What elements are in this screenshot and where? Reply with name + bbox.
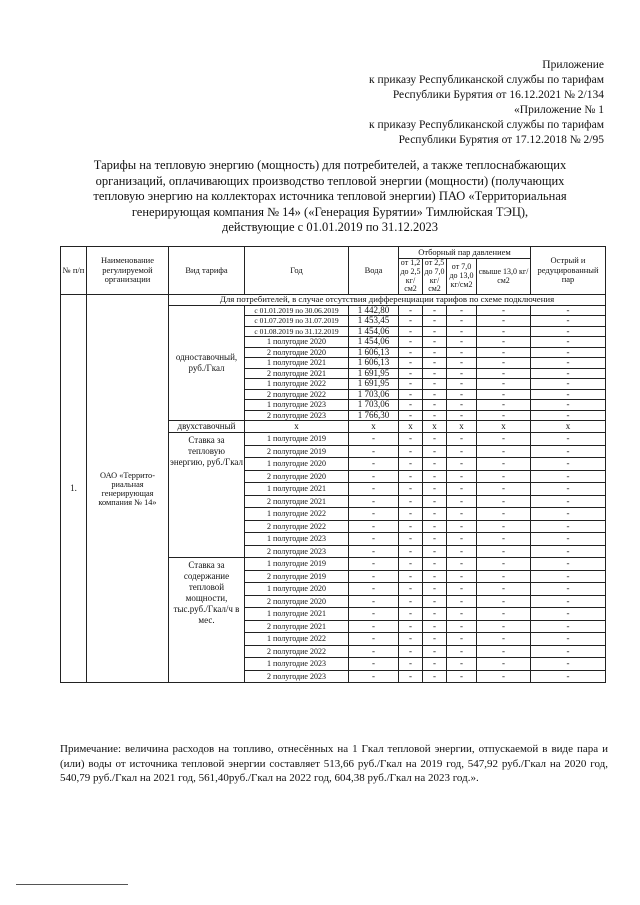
- steam-value: -: [399, 608, 423, 621]
- period-label: 2 полугодие 2021: [245, 368, 349, 379]
- water-value: 1 606,13: [349, 347, 399, 358]
- steam-value: -: [531, 445, 606, 458]
- steam-value: -: [399, 495, 423, 508]
- steam-value: -: [531, 533, 606, 546]
- period-label: 1 полугодие 2020: [245, 337, 349, 348]
- water-value: 1 703,06: [349, 389, 399, 400]
- steam-value: -: [423, 570, 447, 583]
- steam-value: -: [477, 508, 531, 521]
- steam-value: -: [477, 445, 531, 458]
- steam-value: -: [423, 620, 447, 633]
- header-number: № п/п: [61, 247, 87, 295]
- water-value: -: [349, 570, 399, 583]
- steam-value: -: [423, 445, 447, 458]
- header-steam-4: свыше 13,0 кг/см2: [477, 259, 531, 295]
- steam-value: -: [531, 633, 606, 646]
- steam-value: -: [531, 433, 606, 446]
- period-label: 1 полугодие 2019: [245, 433, 349, 446]
- steam-value: -: [399, 658, 423, 671]
- water-value: -: [349, 658, 399, 671]
- steam-value: -: [423, 533, 447, 546]
- steam-value: -: [423, 558, 447, 571]
- period-label: 1 полугодие 2020: [245, 458, 349, 471]
- header-steam-3: от 7,0 до 13,0 кг/см2: [447, 259, 477, 295]
- steam-value: -: [399, 595, 423, 608]
- tariff-table: [60, 246, 606, 683]
- header-year: Год: [245, 247, 349, 295]
- appendix-line: к приказу Республиканской службы по тарифам: [369, 119, 604, 131]
- water-value: -: [349, 620, 399, 633]
- steam-value: -: [399, 400, 423, 411]
- period-label: 2 полугодие 2023: [245, 410, 349, 421]
- period-label: 1 полугодие 2021: [245, 358, 349, 369]
- steam-value: -: [477, 368, 531, 379]
- document-title: [70, 158, 590, 236]
- period-label: 2 полугодие 2020: [245, 347, 349, 358]
- period-label: 2 полугодие 2021: [245, 495, 349, 508]
- steam-value: -: [447, 389, 477, 400]
- steam-value: -: [447, 570, 477, 583]
- steam-value: -: [399, 670, 423, 683]
- water-value: 1 691,95: [349, 368, 399, 379]
- period-label: 1 полугодие 2021: [245, 483, 349, 496]
- water-value: 1 766,30: [349, 410, 399, 421]
- steam-value: -: [423, 305, 447, 316]
- water-value: -: [349, 583, 399, 596]
- steam-value: -: [399, 445, 423, 458]
- steam-value: -: [531, 670, 606, 683]
- two-rate-value: х: [423, 421, 447, 433]
- appendix-line: к приказу Республиканской службы по тарифам: [369, 74, 604, 86]
- period-label: 2 полугодие 2022: [245, 520, 349, 533]
- steam-value: -: [477, 633, 531, 646]
- steam-value: -: [531, 337, 606, 348]
- steam-value: -: [531, 658, 606, 671]
- steam-value: -: [447, 595, 477, 608]
- steam-value: -: [477, 389, 531, 400]
- steam-value: -: [477, 379, 531, 390]
- tariff-type-energy-rate: Ставка за тепловую энергию, руб./Гкал: [169, 433, 245, 558]
- steam-value: -: [423, 633, 447, 646]
- water-value: -: [349, 458, 399, 471]
- steam-value: -: [423, 389, 447, 400]
- two-rate-value: х: [349, 421, 399, 433]
- steam-value: -: [531, 558, 606, 571]
- steam-value: -: [477, 658, 531, 671]
- water-value: -: [349, 520, 399, 533]
- steam-value: -: [477, 495, 531, 508]
- steam-value: -: [531, 347, 606, 358]
- steam-value: -: [447, 358, 477, 369]
- steam-value: -: [447, 433, 477, 446]
- steam-value: -: [447, 347, 477, 358]
- steam-value: -: [477, 620, 531, 633]
- period-label: 1 полугодие 2023: [245, 400, 349, 411]
- steam-value: -: [447, 658, 477, 671]
- steam-value: -: [531, 583, 606, 596]
- period-label: 2 полугодие 2022: [245, 389, 349, 400]
- period-label: 2 полугодие 2020: [245, 595, 349, 608]
- steam-value: -: [447, 305, 477, 316]
- appendix-line: Республики Бурятия от 17.12.2018 № 2/95: [398, 134, 604, 146]
- steam-value: -: [423, 545, 447, 558]
- steam-value: -: [399, 337, 423, 348]
- steam-value: -: [477, 520, 531, 533]
- title-line: Тарифы на тепловую энергию (мощность) для потребителей, а также теплоснабжающих: [93, 158, 567, 172]
- two-rate-value: х: [399, 421, 423, 433]
- header-steam-group: Отборный пар давлением: [399, 247, 531, 259]
- steam-value: -: [447, 508, 477, 521]
- period-label: с 01.08.2019 по 31.12.2019: [245, 326, 349, 337]
- steam-value: -: [531, 326, 606, 337]
- steam-value: -: [477, 558, 531, 571]
- water-value: -: [349, 558, 399, 571]
- steam-value: -: [399, 410, 423, 421]
- steam-value: -: [477, 645, 531, 658]
- water-value: -: [349, 433, 399, 446]
- steam-value: -: [447, 620, 477, 633]
- water-value: -: [349, 608, 399, 621]
- steam-value: -: [477, 347, 531, 358]
- steam-value: -: [423, 316, 447, 327]
- steam-value: -: [423, 508, 447, 521]
- appendix-block: [304, 58, 604, 148]
- row-number: 1.: [61, 295, 87, 683]
- steam-value: -: [423, 358, 447, 369]
- water-value: -: [349, 595, 399, 608]
- period-label: 2 полугодие 2023: [245, 545, 349, 558]
- steam-value: -: [423, 595, 447, 608]
- steam-value: -: [447, 533, 477, 546]
- steam-value: -: [531, 645, 606, 658]
- steam-value: -: [423, 520, 447, 533]
- period-label: 1 полугодие 2022: [245, 379, 349, 390]
- title-line: генерирующая компания № 14» («Генерация Бурятии» Тимлюйская ТЭЦ),: [131, 204, 529, 219]
- organization-name: ОАО «Террито-риальная генерирующая компания № 14»: [87, 295, 169, 683]
- steam-value: -: [447, 670, 477, 683]
- water-value: -: [349, 483, 399, 496]
- steam-value: -: [423, 645, 447, 658]
- steam-value: -: [447, 445, 477, 458]
- steam-value: -: [531, 379, 606, 390]
- steam-value: -: [531, 358, 606, 369]
- two-rate-value: х: [447, 421, 477, 433]
- steam-value: -: [399, 470, 423, 483]
- water-value: -: [349, 508, 399, 521]
- steam-value: -: [447, 520, 477, 533]
- steam-value: -: [423, 337, 447, 348]
- steam-value: -: [477, 570, 531, 583]
- header-organization: Наименование регулируемой организации: [87, 247, 169, 295]
- steam-value: -: [399, 316, 423, 327]
- steam-value: -: [423, 670, 447, 683]
- steam-value: -: [399, 620, 423, 633]
- period-label: 1 полугодие 2022: [245, 633, 349, 646]
- steam-value: -: [399, 583, 423, 596]
- steam-value: -: [447, 458, 477, 471]
- water-value: -: [349, 645, 399, 658]
- steam-value: -: [399, 305, 423, 316]
- two-rate-value: х: [245, 421, 349, 433]
- steam-value: -: [531, 508, 606, 521]
- header-tariff-type: Вид тарифа: [169, 247, 245, 295]
- water-value: 1 453,45: [349, 316, 399, 327]
- steam-value: -: [477, 326, 531, 337]
- footnote: Примечание: величина расходов на топливо, отнесённых на 1 Гкал тепловой энергии, отпускаемой в виде пара и (или) воды от источника тепловой энергии составляет 513,66 руб./Гкал на 2019 год, 547,92 руб./Гкал на 2020 год, 540,79 руб./Гкал на 2021 год, 561,40руб./Гкал на 2022 год, 604,38 руб./Гкал на 2023 год.».: [60, 743, 608, 784]
- steam-value: -: [447, 645, 477, 658]
- steam-value: -: [447, 337, 477, 348]
- steam-value: -: [531, 570, 606, 583]
- footer-divider: [16, 884, 128, 885]
- steam-value: -: [531, 520, 606, 533]
- steam-value: -: [531, 458, 606, 471]
- steam-value: -: [423, 400, 447, 411]
- tariff-table-body: [61, 295, 606, 683]
- title-line: действующие с 01.01.2019 по 31.12.2023: [221, 220, 439, 234]
- period-label: 1 полугодие 2019: [245, 558, 349, 571]
- steam-value: -: [423, 433, 447, 446]
- steam-value: -: [399, 483, 423, 496]
- steam-value: -: [399, 520, 423, 533]
- steam-value: -: [423, 458, 447, 471]
- period-label: 2 полугодие 2021: [245, 620, 349, 633]
- steam-value: -: [531, 470, 606, 483]
- steam-value: -: [477, 595, 531, 608]
- period-label: 1 полугодие 2023: [245, 533, 349, 546]
- period-label: с 01.07.2019 по 31.07.2019: [245, 316, 349, 327]
- water-value: -: [349, 470, 399, 483]
- steam-value: -: [423, 470, 447, 483]
- period-label: 1 полугодие 2021: [245, 608, 349, 621]
- steam-value: -: [423, 368, 447, 379]
- period-label: 1 полугодие 2020: [245, 583, 349, 596]
- steam-value: -: [423, 583, 447, 596]
- steam-value: -: [399, 570, 423, 583]
- steam-value: -: [531, 495, 606, 508]
- water-value: 1 606,13: [349, 358, 399, 369]
- water-value: 1 454,06: [349, 337, 399, 348]
- tariff-type-single-rate: одноставочный, руб./Гкал: [169, 305, 245, 421]
- steam-value: -: [531, 400, 606, 411]
- steam-value: -: [531, 316, 606, 327]
- steam-value: -: [447, 558, 477, 571]
- steam-value: -: [399, 633, 423, 646]
- steam-value: -: [423, 608, 447, 621]
- consumer-group-label: Для потребителей, в случае отсутствия дифференциации тарифов по схеме подключения: [169, 295, 606, 306]
- steam-value: -: [423, 347, 447, 358]
- period-label: 2 полугодие 2019: [245, 445, 349, 458]
- steam-value: -: [477, 670, 531, 683]
- water-value: 1 703,06: [349, 400, 399, 411]
- water-value: 1 442,80: [349, 305, 399, 316]
- steam-value: -: [423, 495, 447, 508]
- steam-value: -: [531, 595, 606, 608]
- steam-value: -: [531, 368, 606, 379]
- steam-value: -: [477, 608, 531, 621]
- table-row: [61, 295, 606, 306]
- steam-value: -: [531, 620, 606, 633]
- water-value: -: [349, 670, 399, 683]
- two-rate-value: х: [531, 421, 606, 433]
- steam-value: -: [399, 545, 423, 558]
- steam-value: -: [477, 470, 531, 483]
- appendix-line: «Приложение № 1: [514, 104, 604, 116]
- water-value: -: [349, 445, 399, 458]
- steam-value: -: [447, 583, 477, 596]
- title-line: тепловую энергию на коллекторах источника тепловой энергии) ПАО «Территориальная: [93, 189, 567, 203]
- header-water: Вода: [349, 247, 399, 295]
- title-line: организаций, оплачивающих производство тепловой энергии (мощности) (получающих: [95, 173, 565, 188]
- steam-value: -: [531, 410, 606, 421]
- period-label: 2 полугодие 2020: [245, 470, 349, 483]
- steam-value: -: [477, 533, 531, 546]
- water-value: -: [349, 495, 399, 508]
- steam-value: -: [477, 433, 531, 446]
- steam-value: -: [399, 326, 423, 337]
- steam-value: -: [447, 400, 477, 411]
- steam-value: -: [531, 483, 606, 496]
- header-steam-2: от 2,5 до 7,0 кг/см2: [424, 258, 445, 294]
- steam-value: -: [477, 337, 531, 348]
- appendix-line: Республики Бурятия от 16.12.2021 № 2/134: [392, 89, 604, 101]
- steam-value: -: [399, 558, 423, 571]
- header-sharp-steam: Острый и редуцированный пар: [531, 247, 606, 295]
- steam-value: -: [531, 389, 606, 400]
- steam-value: -: [423, 379, 447, 390]
- steam-value: -: [399, 533, 423, 546]
- steam-value: -: [477, 583, 531, 596]
- steam-value: -: [447, 633, 477, 646]
- steam-value: -: [399, 508, 423, 521]
- steam-value: -: [531, 305, 606, 316]
- steam-value: -: [531, 545, 606, 558]
- period-label: 1 полугодие 2023: [245, 658, 349, 671]
- period-label: 2 полугодие 2023: [245, 670, 349, 683]
- steam-value: -: [531, 608, 606, 621]
- steam-value: -: [477, 458, 531, 471]
- steam-value: -: [423, 658, 447, 671]
- period-label: 1 полугодие 2022: [245, 508, 349, 521]
- steam-value: -: [447, 316, 477, 327]
- steam-value: -: [447, 483, 477, 496]
- steam-value: -: [399, 379, 423, 390]
- steam-value: -: [477, 400, 531, 411]
- period-label: 2 полугодие 2022: [245, 645, 349, 658]
- steam-value: -: [399, 358, 423, 369]
- water-value: -: [349, 545, 399, 558]
- steam-value: -: [399, 368, 423, 379]
- steam-value: -: [447, 545, 477, 558]
- steam-value: -: [447, 470, 477, 483]
- steam-value: -: [447, 495, 477, 508]
- steam-value: -: [477, 410, 531, 421]
- steam-value: -: [477, 483, 531, 496]
- steam-value: -: [399, 433, 423, 446]
- steam-value: -: [477, 305, 531, 316]
- water-value: 1 691,95: [349, 379, 399, 390]
- steam-value: -: [399, 458, 423, 471]
- period-label: с 01.01.2019 по 30.06.2019: [245, 305, 349, 316]
- water-value: 1 454,06: [349, 326, 399, 337]
- water-value: -: [349, 633, 399, 646]
- steam-value: -: [477, 545, 531, 558]
- steam-value: -: [423, 326, 447, 337]
- steam-value: -: [423, 483, 447, 496]
- steam-value: -: [447, 379, 477, 390]
- steam-value: -: [399, 389, 423, 400]
- period-label: 2 полугодие 2019: [245, 570, 349, 583]
- steam-value: -: [399, 645, 423, 658]
- water-value: -: [349, 533, 399, 546]
- appendix-line: Приложение: [542, 59, 604, 71]
- steam-value: -: [447, 410, 477, 421]
- steam-value: -: [399, 347, 423, 358]
- steam-value: -: [447, 368, 477, 379]
- tariff-type-capacity-rate: Ставка за содержание тепловой мощности, тыс.руб./Гкал/ч в мес.: [169, 558, 245, 683]
- header-steam-1: от 1,2 до 2,5 кг/см2: [400, 258, 421, 294]
- steam-value: -: [447, 326, 477, 337]
- steam-value: -: [477, 358, 531, 369]
- steam-value: -: [423, 410, 447, 421]
- tariff-type-two-rate: двухставочный: [169, 421, 245, 433]
- steam-value: -: [477, 316, 531, 327]
- steam-value: -: [447, 608, 477, 621]
- two-rate-value: х: [477, 421, 531, 433]
